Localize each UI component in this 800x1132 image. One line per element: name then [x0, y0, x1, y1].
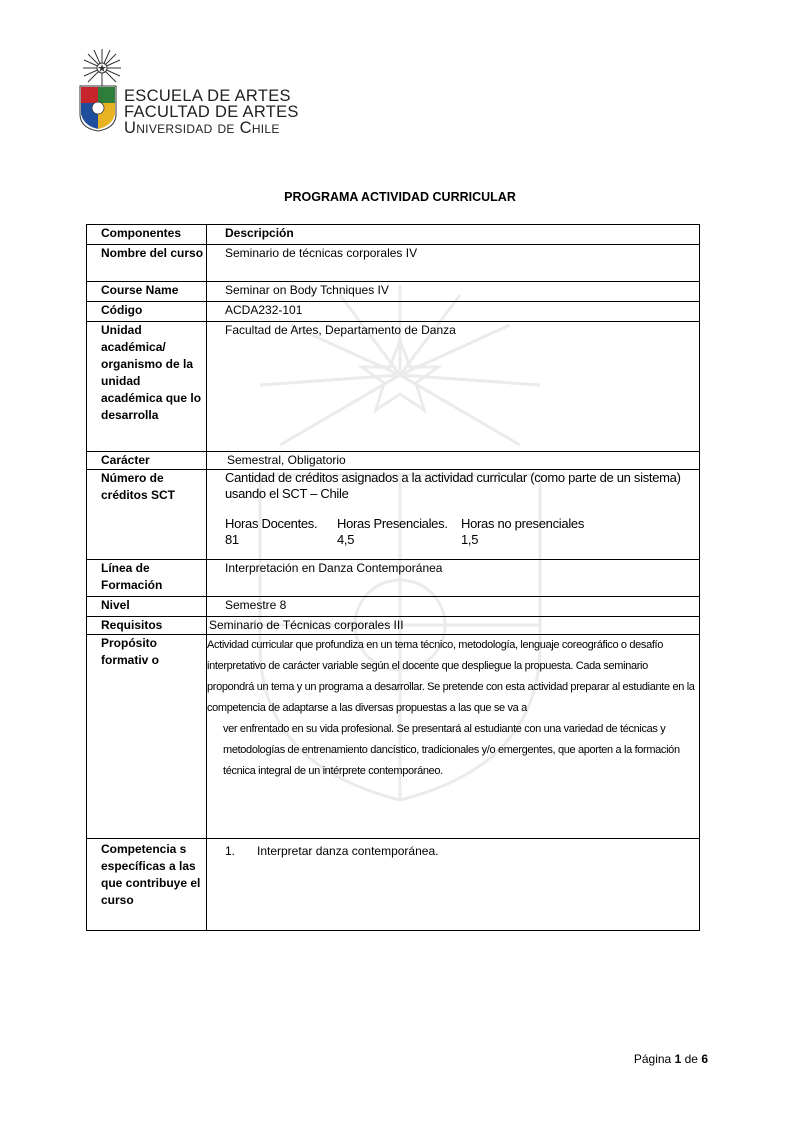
hours-presenciales [337, 516, 461, 548]
page-number [634, 1052, 708, 1066]
label-competencias: Competencia s específicas a las que contribuye el curso [87, 839, 207, 931]
hours-presenciales-value: 4,5 [337, 532, 355, 547]
label-requisitos: Requisitos [87, 617, 207, 635]
label-unidad: Unidad académica/ organismo de la unidad académica que lo desarrolla [87, 322, 207, 452]
hours-docentes-value: 81 [225, 532, 239, 547]
row-creditos [87, 470, 700, 560]
value-caracter: Semestral, Obligatorio [207, 452, 700, 470]
value-requisitos: Seminario de Técnicas corporales III [207, 617, 700, 635]
value-course-name: Seminar on Body Tchniques IV [207, 282, 700, 302]
row-nivel [87, 597, 700, 617]
hours-no-presenciales-value: 1,5 [461, 532, 479, 547]
creditos-intro: Cantidad de créditos asignados a la actividad curricular (como parte de un sistema) usando el SCT – Chile [225, 470, 681, 501]
logo-line-universidad: Universidad de Chile [124, 119, 280, 137]
creditos-hours [225, 516, 695, 548]
page-current: 1 [674, 1052, 682, 1066]
sun-emblem-icon [82, 48, 122, 88]
label-codigo: Código [87, 302, 207, 322]
shield-emblem-icon [78, 84, 118, 132]
label-caracter: Carácter [87, 452, 207, 470]
value-proposito [207, 635, 700, 839]
hours-no-presenciales-label: Horas no presenciales [461, 516, 585, 531]
row-requisitos [87, 617, 700, 635]
label-course-name: Course Name [87, 282, 207, 302]
proposito-paragraph-1: Actividad curricular que profundiza en un tema técnico, metodología, lenguaje coreográfico o desafío interpretativo de carácter variable según el docente que despliegue la propuesta. Cada seminario propondrá un tema y un programa a desarrollar. Se pretende con esta actividad preparar al estudiante en la competencia de adaptarse a las diversas propuestas a las que se va a [207, 639, 695, 714]
value-competencias [207, 839, 700, 931]
hours-no-presenciales [461, 516, 584, 548]
hours-presenciales-label: Horas Presenciales. [337, 516, 448, 531]
page-word: Página [633, 1052, 672, 1066]
proposito-paragraph-2: ver enfrentado en su vida profesional. Se presentará al estudiante con una variedad de técnicas y metodologías de entrenamiento dancístico, tradicionales y/o emergentes, que aporten a la formación técnica integral de un intérprete contemporáneo. [223, 723, 680, 777]
page-total: 6 [701, 1052, 708, 1066]
value-nombre: Seminario de técnicas corporales IV [207, 245, 700, 282]
page-of: de [684, 1052, 698, 1066]
header-componentes: Componentes [87, 225, 207, 245]
value-codigo: ACDA232-101 [207, 302, 700, 322]
table-header-row [87, 225, 700, 245]
hours-docentes [225, 516, 337, 548]
competencia-text: Interpretar danza contemporánea. [257, 844, 439, 858]
logo-text [124, 88, 299, 136]
row-caracter [87, 452, 700, 470]
logo-line-escuela: ESCUELA DE ARTES [124, 87, 291, 105]
value-linea: Interpretación en Danza Contemporánea [207, 560, 700, 597]
label-nombre: Nombre del curso [87, 245, 207, 282]
label-creditos: Número de créditos SCT [87, 470, 207, 560]
row-competencias [87, 839, 700, 931]
row-course-name [87, 282, 700, 302]
competencia-number: 1. [225, 844, 236, 858]
label-linea: Línea de Formación [87, 560, 207, 597]
row-codigo [87, 302, 700, 322]
label-proposito: Propósito formativ o [87, 635, 207, 839]
logo-line-facultad: FACULTAD DE ARTES [124, 103, 299, 121]
program-table [86, 224, 700, 931]
hours-docentes-label: Horas Docentes. [225, 516, 318, 531]
row-nombre [87, 245, 700, 282]
row-proposito [87, 635, 700, 839]
row-unidad [87, 322, 700, 452]
value-unidad: Facultad de Artes, Departamento de Danza [207, 322, 700, 452]
value-nivel: Semestre 8 [207, 597, 700, 617]
header-descripcion: Descripción [207, 225, 700, 245]
label-nivel: Nivel [87, 597, 207, 617]
university-logo [76, 48, 299, 138]
document-title: PROGRAMA ACTIVIDAD CURRICULAR [284, 190, 516, 204]
value-creditos [207, 470, 700, 560]
row-linea [87, 560, 700, 597]
